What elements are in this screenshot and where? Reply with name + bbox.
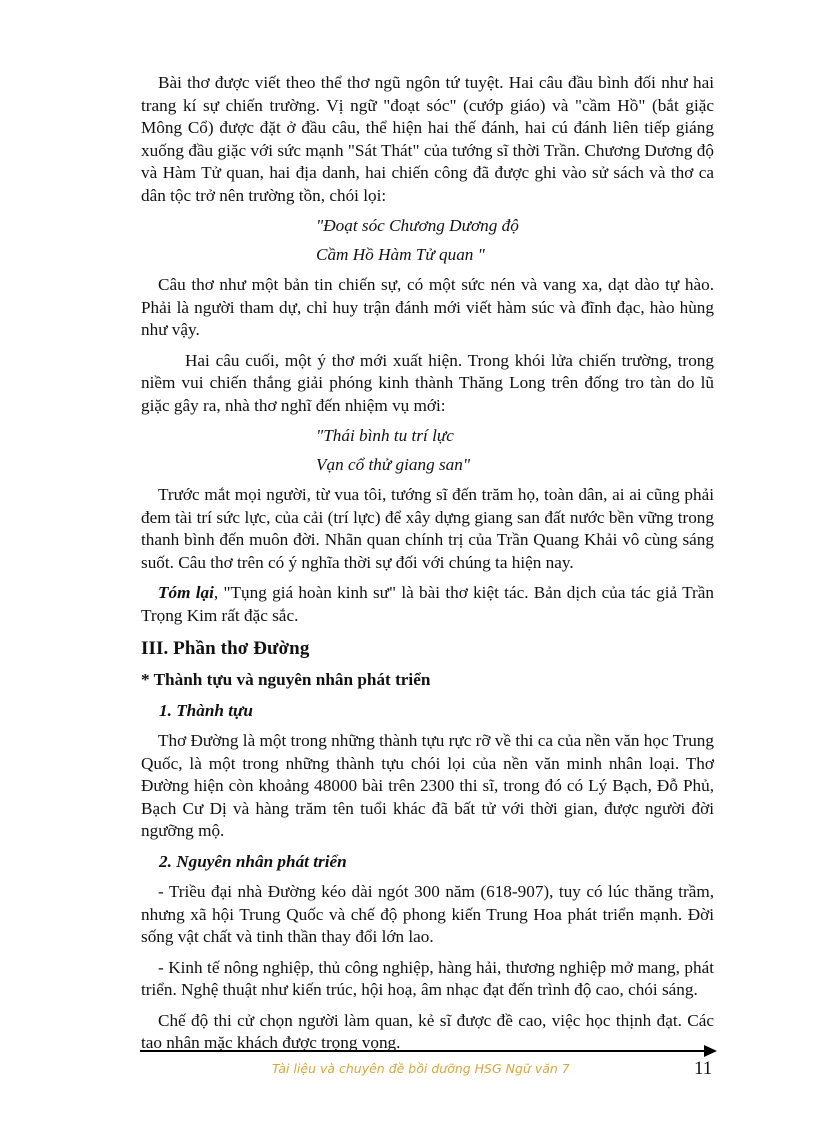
verse-line: Vạn cổ thử giang san" xyxy=(316,454,471,474)
paragraph: Hai câu cuối, một ý thơ mới xuất hiện. Trong khói lửa chiến trường, trong niềm vui chiến thắng giải phóng kinh thành Thăng Long trên đống tro tàn do lũ giặc gây ra, nhà thơ nghĩ đến nhiệm vụ mới: xyxy=(141,350,714,415)
paragraph: Thơ Đường là một trong những thành tựu rực rỡ về thi ca của nền văn học Trung Quốc, là một trong những thành tựu chói lọi của nền văn minh nhân loại. Thơ Đường hiện còn khoảng 48000 bài trên 2300 thi sĩ, trong đó có Lý Bạch, Đỗ Phủ, Bạch Cư Dị và hàng trăm tên tuổi khác đã bất tử với thời gian, được người đời ngưỡng mộ. xyxy=(141,731,714,840)
sub-heading-causes: 2. Nguyên nhân phát triển xyxy=(159,851,347,871)
subsection-heading: * Thành tựu và nguyên nhân phát triển xyxy=(141,670,431,689)
verse-line: "Thái bình tu trí lực xyxy=(316,426,454,445)
paragraph: - Triều đại nhà Đường kéo dài ngót 300 năm (618-907), tuy có lúc thăng trầm, nhưng xã hội Trung Quốc và chế độ phong kiến Trung Hoa phát triển mạnh. Đời sống vật chất và tinh thần thay đổi lớn lao. xyxy=(141,882,714,946)
paragraph: Trước mắt mọi người, từ vua tôi, tướng sĩ đến trăm họ, toàn dân, ai ai cũng phải đem tài trí sức lực, của cải (trí lực) để xây dựng giang san đất nước bền vững trong thanh bình đến muôn đời. Nhãn quan chính trị của Trần Quang Khải vô cùng sáng suốt. Câu thơ trên có ý nghĩa thời sự đối với chúng ta hiện nay. xyxy=(141,485,714,572)
paragraph-summary xyxy=(141,582,714,627)
page-number: 11 xyxy=(694,1058,713,1079)
summary-emphasis: Tóm lại xyxy=(158,583,214,602)
paragraph-intro: Bài thơ được viết theo thể thơ ngũ ngôn tứ tuyệt. Hai câu đầu bình đối như hai trang kí sự chiến trường. Vị ngữ "đoạt sóc" (cướp giáo) và "cầm Hồ" (bắt giặc Mông Cổ) được đặt ở đầu câu, thể hiện hai thế đánh, hai cú đánh liên tiếp giáng xuống đầu giặc với sức mạnh "Sát Thát" của tướng sĩ thời Trần. Chương Dương độ và Hàm Tử quan, hai địa danh, hai chiến công đã được ghi vào sử sách và thơ ca dân tộc trở nên trường tồn, chói lọi: xyxy=(141,73,714,205)
arrow-right-icon xyxy=(704,1045,717,1057)
verse-line: "Đoạt sóc Chương Dương độ xyxy=(316,216,519,235)
summary-text: , "Tụng giá hoàn kinh sư" là bài thơ kiệt tác. Bản dịch của tác giả Trần Trọng Kim rất đặc sắc. xyxy=(141,583,715,625)
footer-rule xyxy=(140,1050,706,1052)
footer-title: Tài liệu và chuyên đề bồi dưỡng HSG Ngữ văn 7 xyxy=(272,1061,570,1076)
sub-heading-achievements: 1. Thành tựu xyxy=(159,700,253,720)
section-heading: III. Phần thơ Đường xyxy=(141,638,310,659)
verse-line: Cầm Hồ Hàm Tử quan " xyxy=(316,244,485,264)
paragraph: - Kinh tế nông nghiệp, thủ công nghiệp, hàng hải, thương nghiệp mở mang, phát triển. Nghệ thuật như kiến trúc, hội hoạ, âm nhạc đạt đến trình độ cao, chói sáng. xyxy=(141,957,714,999)
paragraph: Câu thơ như một bản tin chiến sự, có một sức nén và vang xa, dạt dào tự hào. Phải là người tham dự, chỉ huy trận đánh mới viết hàm súc và đĩnh đạc, hào hùng như vậy. xyxy=(141,275,714,339)
paragraph: Chế độ thi cử chọn người làm quan, kẻ sĩ được đề cao, việc học thịnh đạt. Các tao nhân mặc khách được trọng vọng. xyxy=(141,1010,714,1052)
page-content xyxy=(141,72,714,1055)
